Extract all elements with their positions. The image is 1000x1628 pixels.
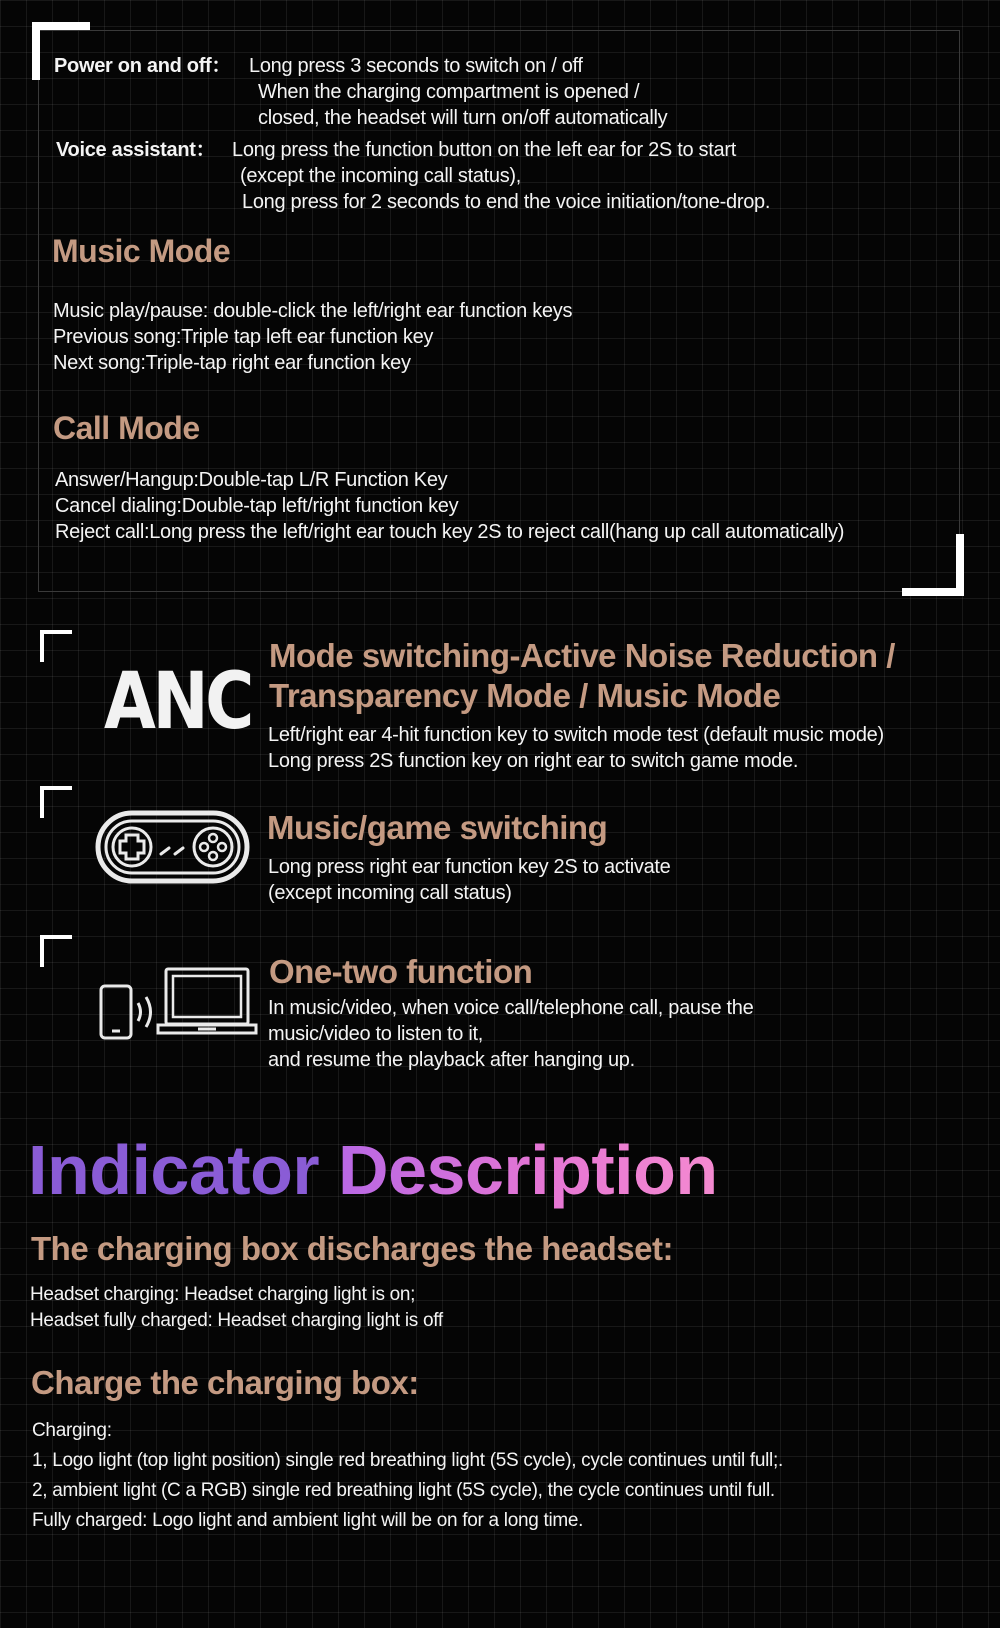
feature-game-desc-2: (except incoming call status)	[268, 882, 512, 904]
charge-line-1: Charging:	[32, 1420, 112, 1441]
indicator-title-part1: Indicator	[28, 1131, 320, 1209]
feature-game-desc-1: Long press right ear function key 2S to activate	[268, 856, 671, 878]
call-mode-line-1: Answer/Hangup:Double-tap L/R Function Key	[55, 469, 448, 491]
indicator-title	[28, 1130, 718, 1210]
feature-corner	[40, 786, 72, 818]
feature-anc-desc-2: Long press 2S function key on right ear to switch game mode.	[268, 750, 799, 772]
power-label: Power on and off：	[54, 55, 232, 77]
discharge-line-1: Headset charging: Headset charging light is on;	[30, 1284, 416, 1305]
music-mode-title: Music Mode	[52, 233, 231, 269]
power-line-3: closed, the headset will turn on/off automatically	[258, 107, 668, 129]
power-line-2: When the charging compartment is opened /	[258, 81, 640, 103]
discharge-heading: The charging box discharges the headset:	[31, 1230, 673, 1267]
feature-anc-title-2: Transparency Mode / Music Mode	[269, 677, 781, 714]
feature-onetwo-title: One-two function	[269, 953, 533, 990]
charge-line-2: 1, Logo light (top light position) single red breathing light (5S cycle), cycle continues until full;.	[32, 1450, 783, 1471]
feature-game-title: Music/game switching	[267, 809, 608, 846]
call-mode-line-2: Cancel dialing:Double-tap left/right function key	[55, 495, 459, 517]
feature-onetwo-desc-3: and resume the playback after hanging up.	[268, 1049, 635, 1071]
voice-line-1: Long press the function button on the left ear for 2S to start	[232, 139, 736, 161]
frame-corner-bottom-right	[902, 534, 964, 596]
gamepad-icon	[95, 810, 250, 884]
anc-icon: ANC	[104, 657, 251, 747]
music-mode-line-2: Previous song:Triple tap left ear function key	[53, 326, 434, 348]
charge-heading: Charge the charging box:	[31, 1364, 419, 1401]
voice-line-3: Long press for 2 seconds to end the voice initiation/tone-drop.	[242, 191, 771, 213]
charge-line-3: 2, ambient light (C a RGB) single red breathing light (5S cycle), the cycle continues until full.	[32, 1480, 775, 1501]
music-mode-line-1: Music play/pause: double-click the left/right ear function keys	[53, 300, 573, 322]
discharge-line-2: Headset fully charged: Headset charging light is off	[30, 1310, 443, 1331]
voice-line-2: (except the incoming call status),	[240, 165, 522, 187]
feature-corner	[40, 935, 72, 967]
call-mode-title: Call Mode	[53, 410, 200, 446]
phone-laptop-icon	[98, 965, 260, 1045]
charge-line-4: Fully charged: Logo light and ambient light will be on for a long time.	[32, 1510, 584, 1531]
music-mode-line-3: Next song:Triple-tap right ear function key	[53, 352, 411, 374]
feature-anc-title-1: Mode switching-Active Noise Reduction /	[269, 637, 895, 674]
power-line-1: Long press 3 seconds to switch on / off	[249, 55, 583, 77]
feature-corner	[40, 630, 72, 662]
feature-onetwo-desc-1: In music/video, when voice call/telephone call, pause the	[268, 997, 754, 1019]
call-mode-line-3: Reject call:Long press the left/right ear touch key 2S to reject call(hang up call automatically)	[55, 521, 845, 543]
indicator-title-part2: Description	[338, 1131, 718, 1209]
feature-onetwo-desc-2: music/video to listen to it,	[268, 1023, 484, 1045]
feature-anc-desc-1: Left/right ear 4-hit function key to switch mode test (default music mode)	[268, 724, 884, 746]
voice-label: Voice assistant：	[56, 139, 216, 161]
